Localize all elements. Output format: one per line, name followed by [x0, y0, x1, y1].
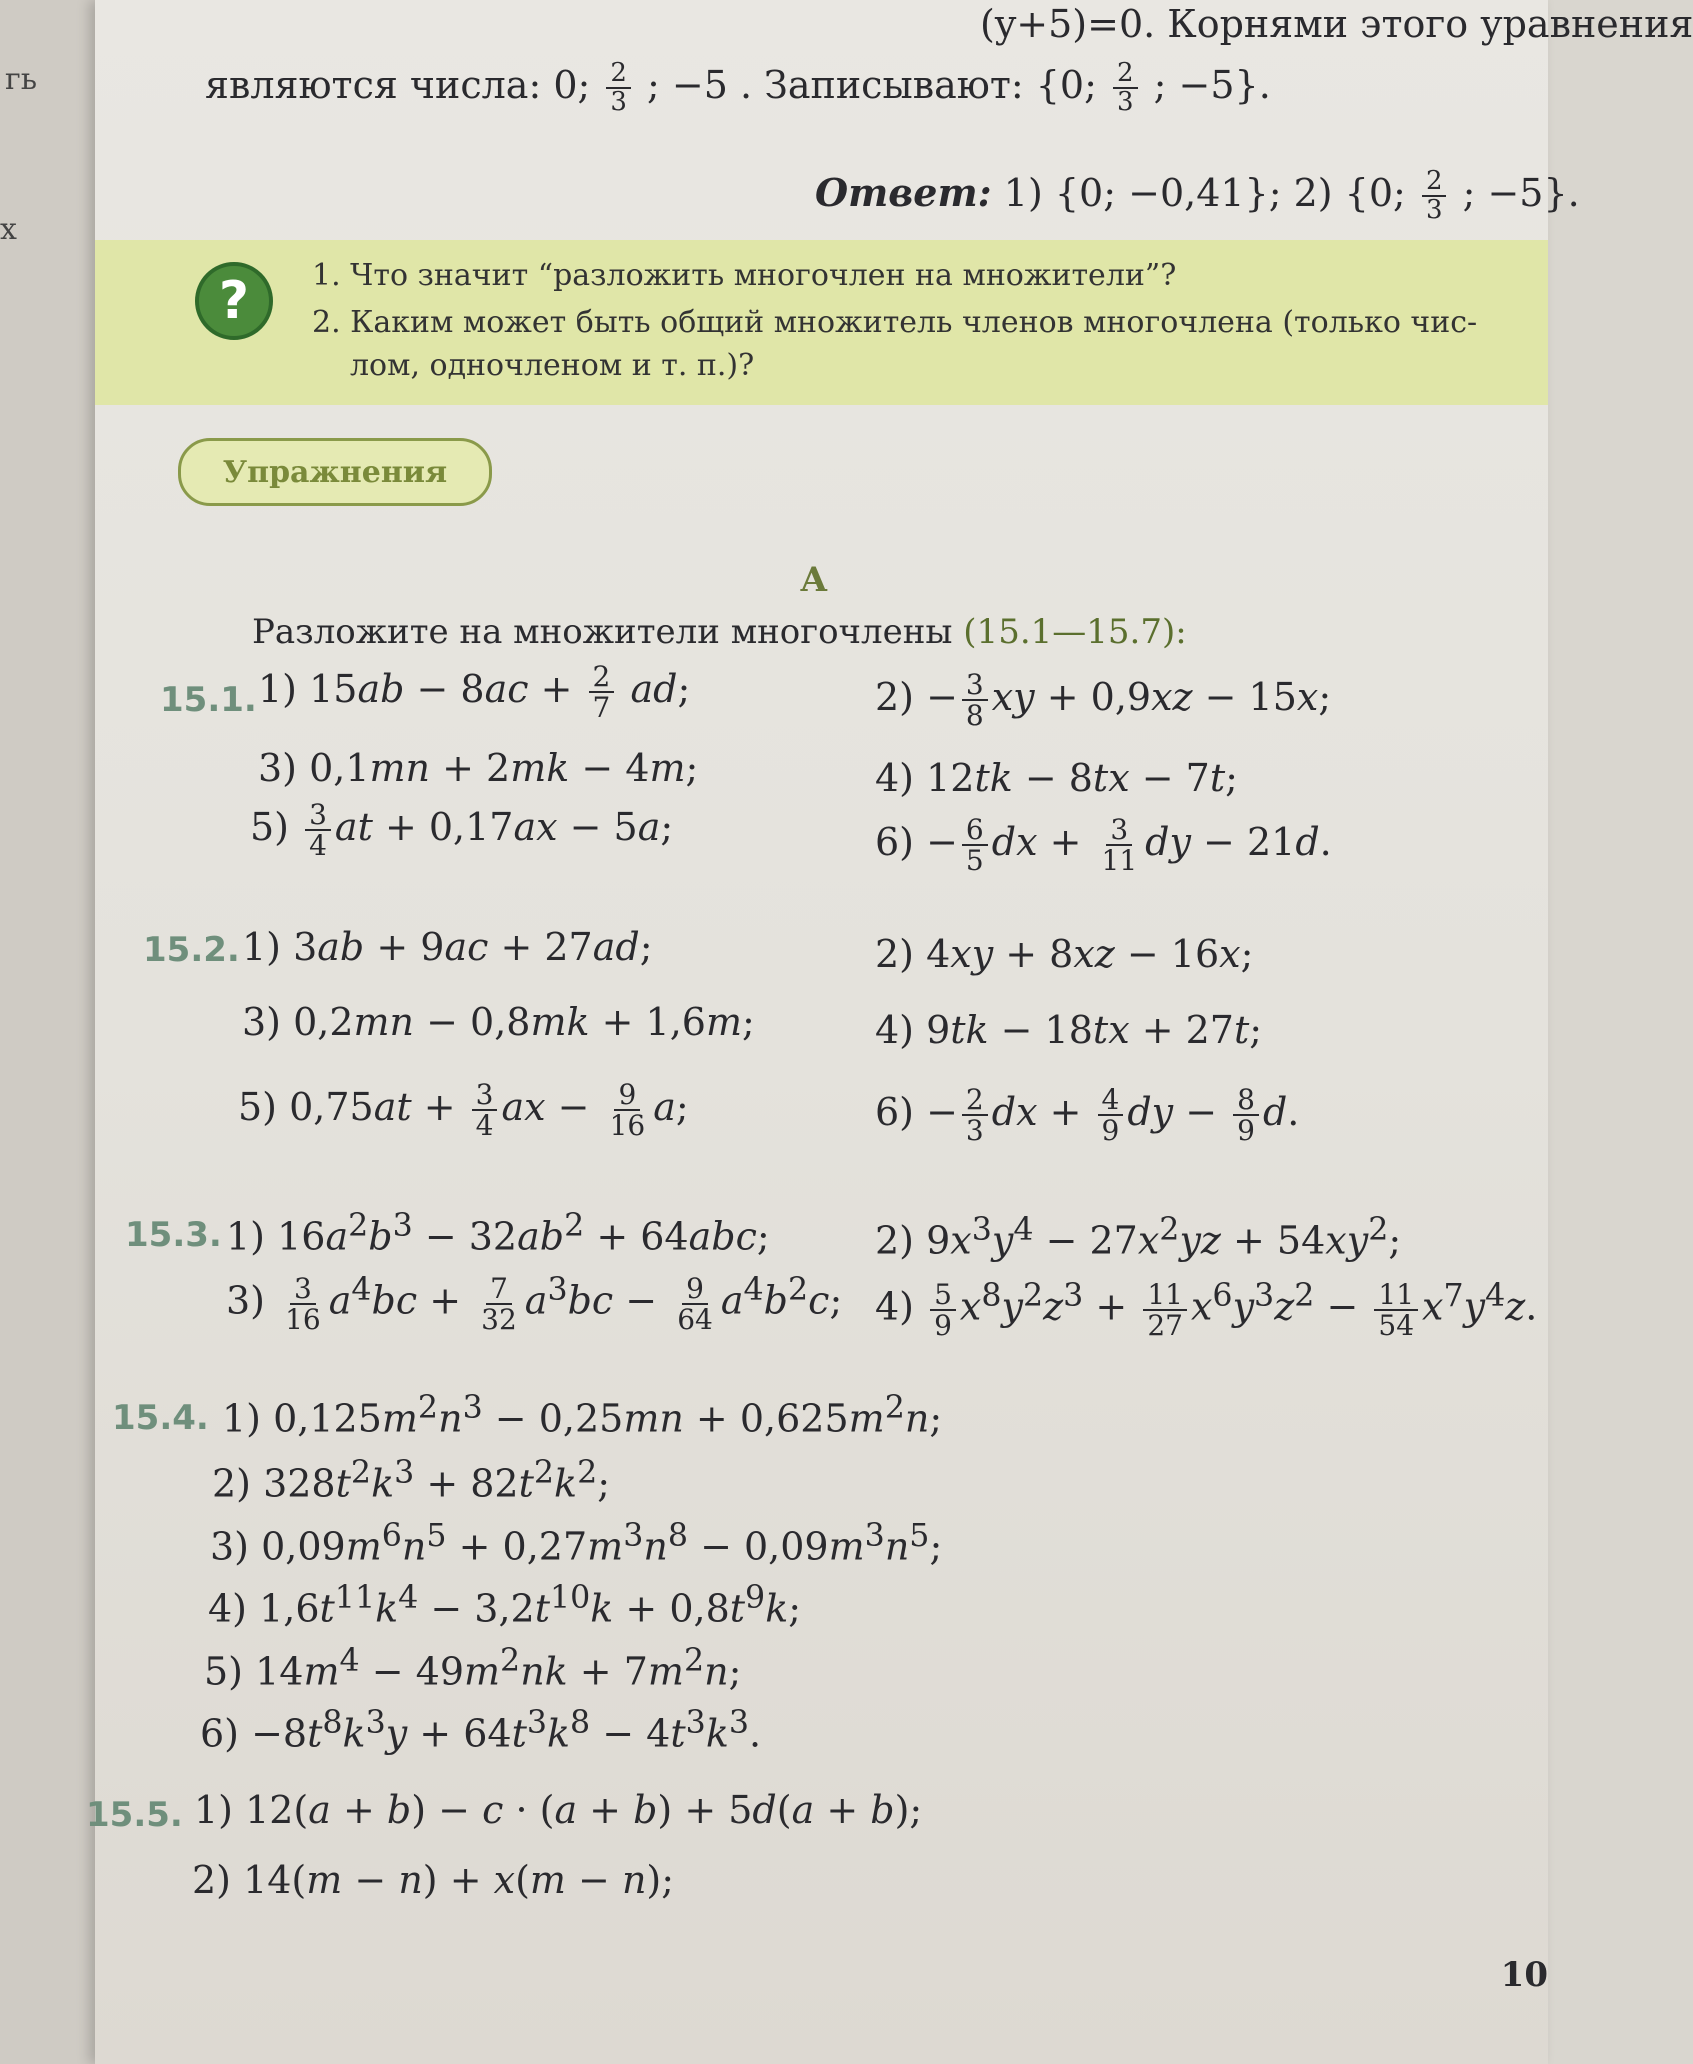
exercise-item: 1) $16a^2b^3 - 32ab^2 + 64abc$;	[226, 1208, 770, 1259]
exercise-item: 4) $1,6t^{11}k^4 - 3,2t^{10}k + 0,8t^9k$;	[208, 1580, 802, 1631]
exercise-item: 1) 3ab + 9ac + 27ad;	[242, 925, 653, 969]
exercise-item: 4) 9tk − 18tx + 27t;	[875, 1008, 1263, 1052]
exercise-item: 2) 14(m − n) + x(m − n);	[192, 1858, 675, 1902]
exercise-item: 3) $\frac{3}{16}$ $a^4bc$ + $\frac{7}{32}$ $a^3bc$ − $\frac{9}{64}$ $a^4b^2c$;	[226, 1271, 843, 1337]
page-number: 10	[1500, 1955, 1548, 1995]
question-2-cont: лом, одночленом и т. п.)?	[350, 348, 755, 383]
instruction: Разложите на множители многочлены (15.1—15.7):	[252, 612, 1187, 652]
exercise-item: 6) − $\frac{6}{5}$ dx + $\frac{3}{11}$ dy − 21d.	[875, 813, 1332, 878]
exercise-number: 15.1.	[160, 680, 257, 720]
exercise-item: 1) 15ab − 8ac + $\frac{2}{7}$ ad;	[258, 660, 691, 725]
exercise-item: 3) $0,09m^6n^5 + 0,27m^3n^8 - 0,09m^3n^5$;	[210, 1518, 943, 1569]
question-1: 1. Что значит “разложить многочлен на множители”?	[312, 258, 1177, 293]
question-2: 2. Каким может быть общий множитель членов многочлена (только чис-	[312, 305, 1478, 340]
exercise-item: 2) 4xy + 8xz − 16x;	[875, 932, 1254, 976]
exercise-item: 5) 0,75at + $\frac{3}{4}$ ax − $\frac{9}{16}$ a;	[238, 1078, 689, 1143]
exercise-item: $6) -8t^8k^3y + 64t^3k^8 - 4t^3k^3$.	[200, 1705, 762, 1756]
exercise-item: 3) 0,1mn + 2mk − 4m;	[258, 746, 699, 790]
exercise-item: 1) $0,125m^2n^3 - 0,25mn + 0,625m^2n$;	[222, 1390, 943, 1441]
exercise-item: 4) $\frac{5}{9}$ $x^8y^2z^3$ + $\frac{11}{27}$ $x^6y^3z^2$ − $\frac{11}{54}$ $x^7y^4z$.	[875, 1277, 1538, 1343]
margin-text-b: х	[0, 212, 17, 247]
equation-line: (y+5)=0. Корнями этого уравнения	[980, 2, 1693, 46]
exercise-item: 4) 12tk − 8tx − 7t;	[875, 756, 1238, 800]
exercise-item: 5) $\frac{3}{4}$ at + 0,17ax − 5a;	[250, 798, 674, 863]
answer-line: Ответ: 1) {0; −0,41}; 2) {0; $\frac{2}{3}$ ; −5}.	[815, 166, 1580, 226]
exercise-number: 15.3.	[125, 1215, 222, 1255]
margin-text-a: гь	[5, 62, 38, 97]
exercises-badge: Упражнения	[178, 438, 492, 506]
exercise-item: 2) $9x^3y^4 - 27x^2yz + 54xy^2$;	[875, 1212, 1402, 1263]
exercise-number: 15.5.	[86, 1795, 183, 1835]
exercise-item: 6) − $\frac{2}{3}$ dx + $\frac{4}{9}$ dy − $\frac{8}{9}$ d.	[875, 1083, 1300, 1148]
exercise-item: 2) − $\frac{3}{8}$ xy + 0,9xz − 15x;	[875, 668, 1332, 733]
exercise-number: 15.2.	[143, 930, 240, 970]
page-margin	[0, 0, 95, 2064]
question-mark-icon: ?	[195, 262, 273, 340]
roots-line: являются числа: 0; $\frac{2}{3}$ ; −5 . Записывают: {0; $\frac{2}{3}$ ; −5}.	[205, 58, 1271, 118]
section-letter: А	[800, 560, 828, 600]
exercise-item: 1) 12(a + b) − c · (a + b) + 5d(a + b);	[194, 1788, 923, 1832]
exercise-number: 15.4.	[112, 1398, 209, 1438]
exercise-item: 5) $14m^4 - 49m^2nk + 7m^2n$;	[204, 1643, 742, 1694]
exercise-item: 3) 0,2mn − 0,8mk + 1,6m;	[242, 1000, 755, 1044]
exercise-item: 2) $328t^2k^3 + 82t^2k^2$;	[212, 1455, 611, 1506]
